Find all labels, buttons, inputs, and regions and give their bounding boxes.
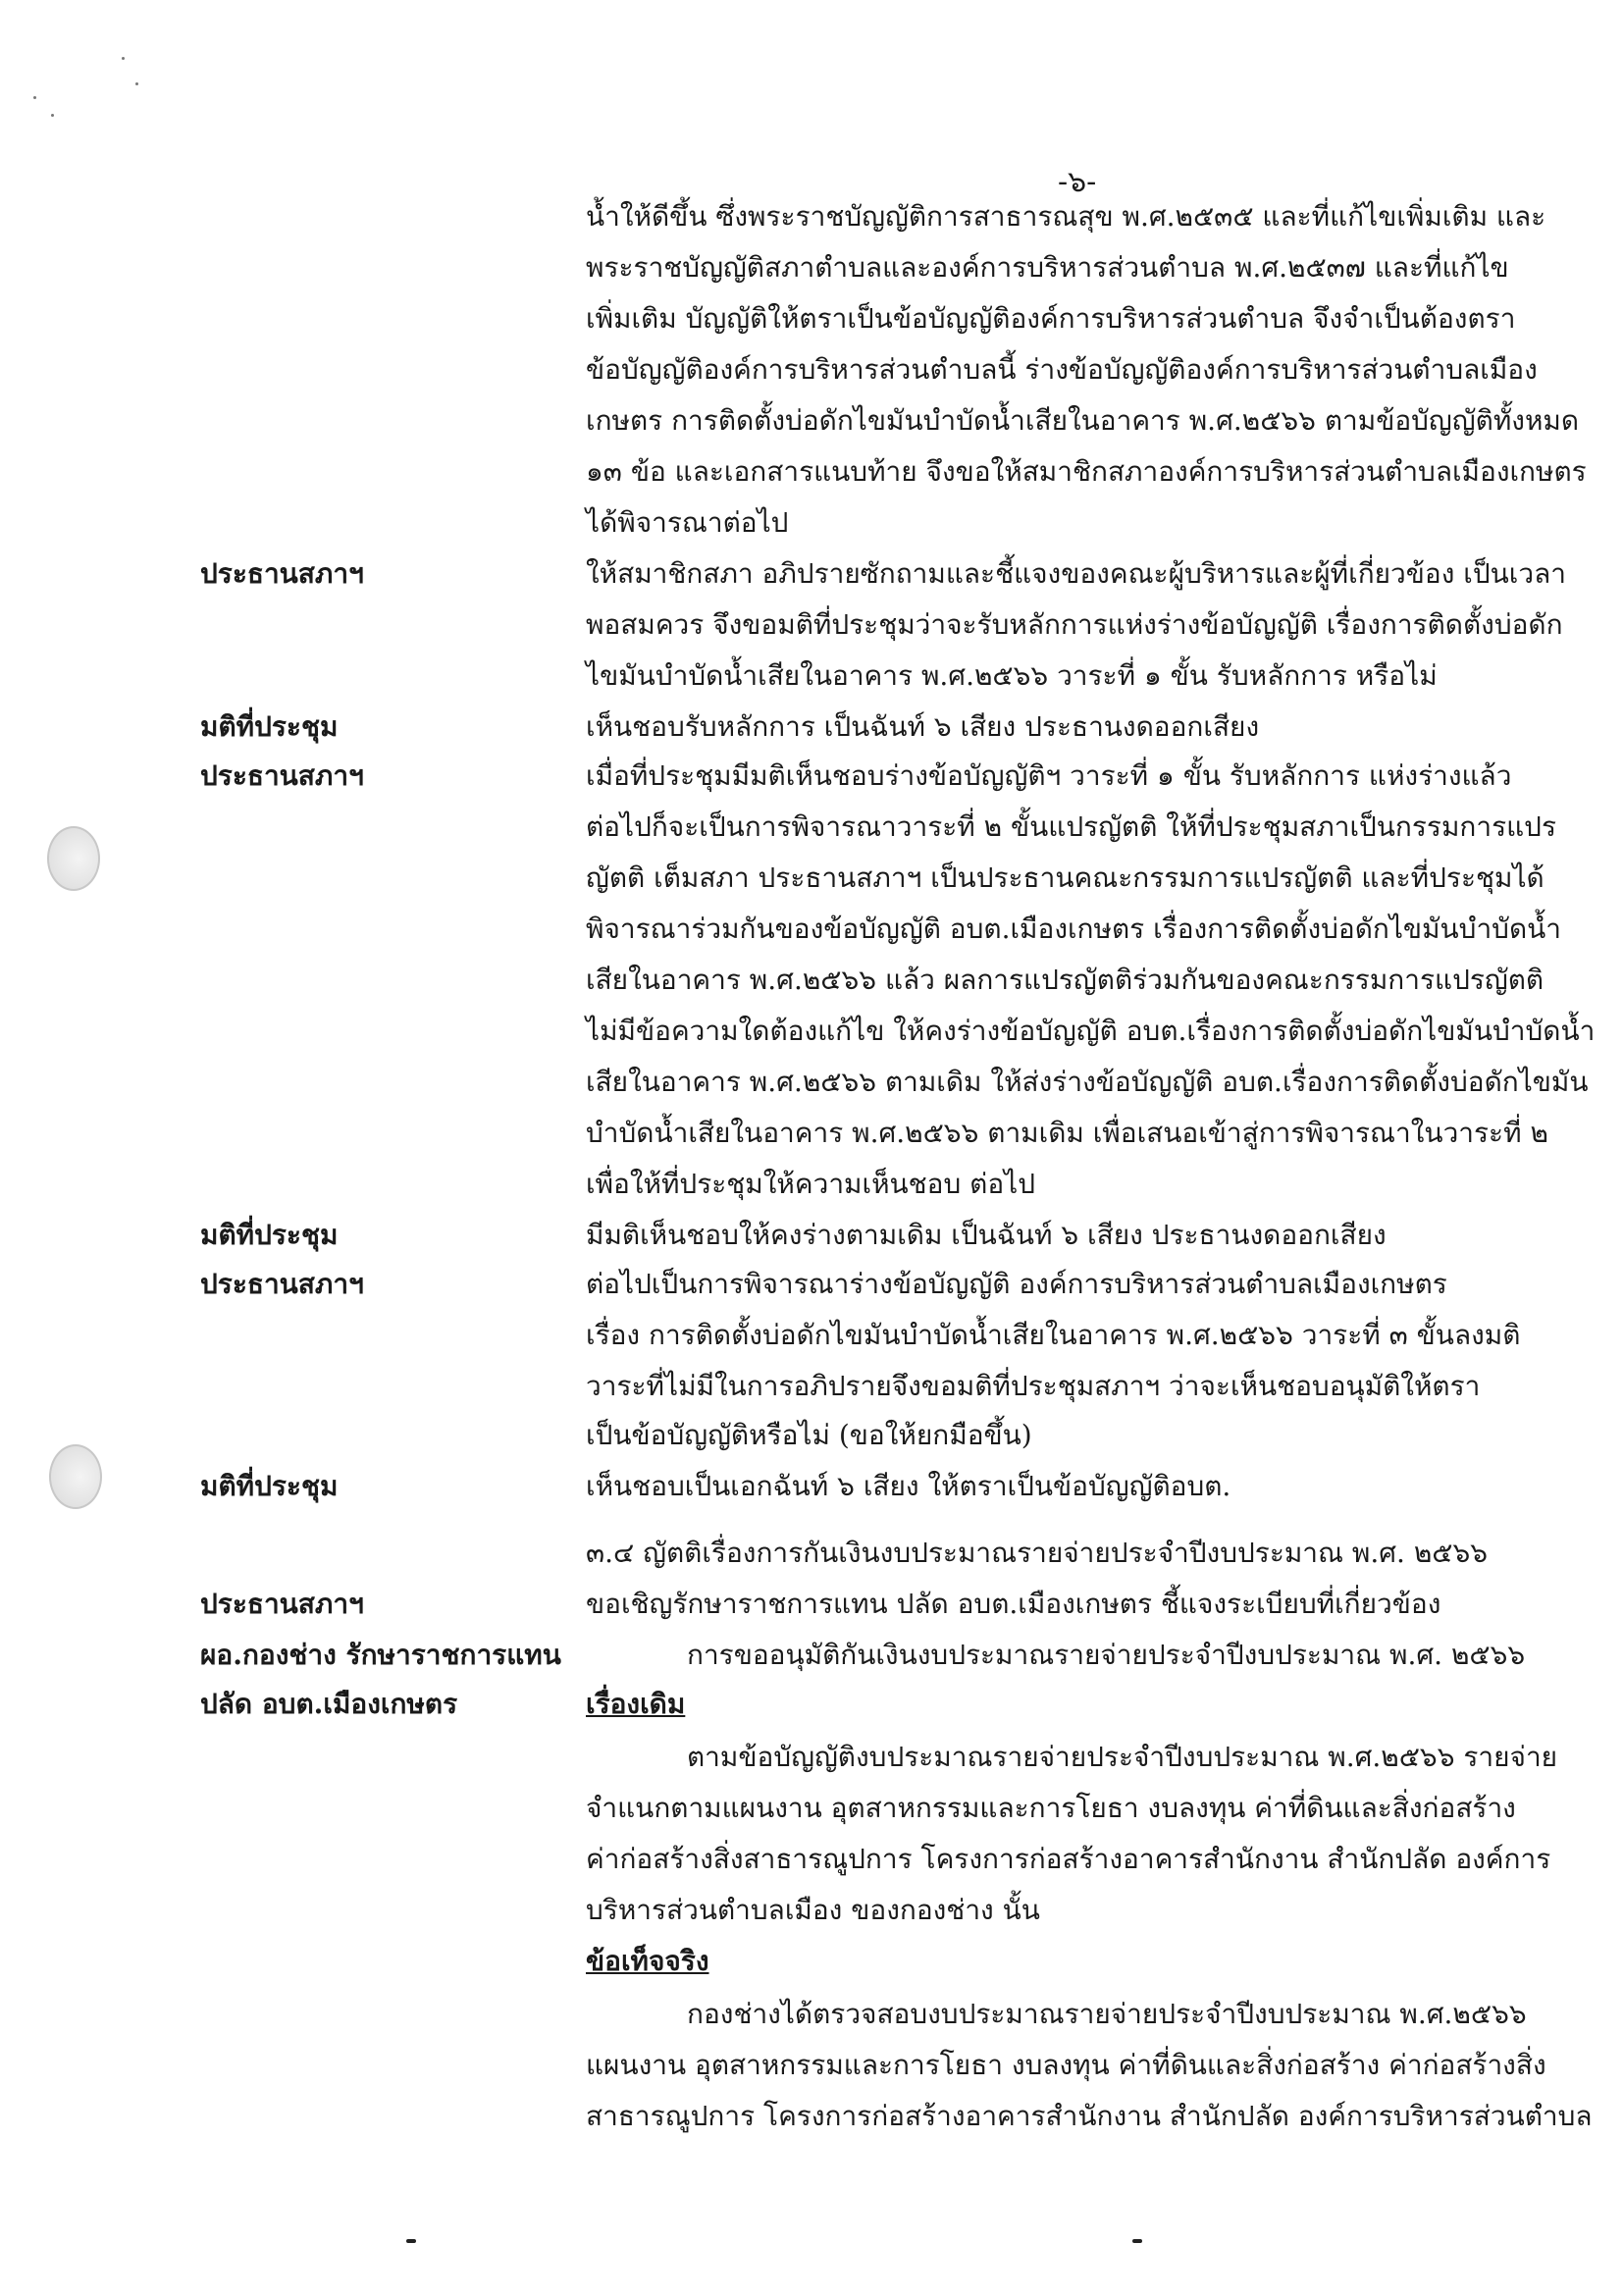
speaker-label: ประธานสภาฯ bbox=[200, 1268, 364, 1300]
body-line: ต่อไปเป็นการพิจารณาร่างข้อบัญญัติ องค์การบริหารส่วนตำบลเมืองเกษตร bbox=[586, 1268, 1447, 1300]
resolution-line: เห็นชอบเป็นเอกฉันท์ ๖ เสียง ให้ตราเป็นข้อบัญญัติอบต. bbox=[586, 1470, 1231, 1502]
body-line: น้ำให้ดีขึ้น ซึ่งพระราชบัญญัติการสาธารณสุข พ.ศ.๒๕๓๕ และที่แก้ไขเพิ่มเติม และ bbox=[586, 200, 1546, 233]
punch-hole bbox=[47, 826, 100, 891]
speaker-label: มติที่ประชุม bbox=[200, 1219, 339, 1251]
body-line: พอสมควร จึงขอมติที่ประชุมว่าจะรับหลักการแห่งร่างข้อบัญญัติ เรื่องการติดตั้งบ่อดัก bbox=[586, 608, 1563, 641]
body-line: เกษตร การติดตั้งบ่อดักไขมันบำบัดน้ำเสียในอาคาร พ.ศ.๒๕๖๖ ตามข้อบัญญัติทั้งหมด bbox=[586, 404, 1580, 437]
body-line: ญัตติ เต็มสภา ประธานสภาฯ เป็นประธานคณะกรรมการแปรญัตติ และที่ประชุมได้ bbox=[586, 861, 1544, 894]
body-line: ๑๓ ข้อ และเอกสารแนบท้าย จึงขอให้สมาชิกสภาองค์การบริหารส่วนตำบลเมืองเกษตร bbox=[586, 455, 1587, 488]
resolution-line: มีมติเห็นชอบให้คงร่างตามเดิม เป็นฉันท์ ๖ เสียง ประธานงดออกเสียง bbox=[586, 1219, 1387, 1251]
punch-hole bbox=[49, 1444, 102, 1509]
body-line: ต่อไปก็จะเป็นการพิจารณาวาระที่ ๒ ขั้นแปรญัตติ ให้ที่ประชุมสภาเป็นกรรมการแปร bbox=[586, 810, 1556, 843]
speaker-label: ประธานสภาฯ bbox=[200, 759, 364, 792]
section-heading-original: เรื่องเดิม bbox=[586, 1688, 686, 1720]
body-line: จำแนกตามแผนงาน อุตสาหกรรมและการโยธา งบลงทุน ค่าที่ดินและสิ่งก่อสร้าง bbox=[586, 1792, 1516, 1824]
body-line: แผนงาน อุตสาหกรรมและการโยธา งบลงทุน ค่าที่ดินและสิ่งก่อสร้าง ค่าก่อสร้างสิ่ง bbox=[586, 2049, 1546, 2081]
scan-speck bbox=[51, 114, 54, 117]
body-line: เสียในอาคาร พ.ศ.๒๕๖๖ แล้ว ผลการแปรญัตติร่วมกันของคณะกรรมการแปรญัตติ bbox=[586, 964, 1544, 996]
body-line: ตามข้อบัญญัติงบประมาณรายจ่ายประจำปีงบประมาณ พ.ศ.๒๕๖๖ รายจ่าย bbox=[687, 1741, 1558, 1773]
body-line: เพื่อให้ที่ประชุมให้ความเห็นชอบ ต่อไป bbox=[586, 1168, 1036, 1200]
speaker-label: ผอ.กองช่าง รักษาราชการแทน bbox=[200, 1639, 561, 1671]
body-line: เมื่อที่ประชุมมีมติเห็นชอบร่างข้อบัญญัติฯ วาระที่ ๑ ขั้น รับหลักการ แห่งร่างแล้ว bbox=[586, 759, 1512, 792]
body-line: บำบัดน้ำเสียในอาคาร พ.ศ.๒๕๖๖ ตามเดิม เพื่อเสนอเข้าสู่การพิจารณาในวาระที่ ๒ bbox=[586, 1117, 1548, 1149]
body-line: เป็นข้อบัญญัติหรือไม่ (ขอให้ยกมือขึ้น) bbox=[586, 1419, 1032, 1451]
speaker-label: ประธานสภาฯ bbox=[200, 557, 364, 590]
body-line: ได้พิจารณาต่อไป bbox=[586, 506, 789, 539]
section-heading-facts: ข้อเท็จจริง bbox=[586, 1945, 709, 1977]
scan-mark bbox=[1132, 2239, 1142, 2243]
body-line: วาระที่ไม่มีในการอภิปรายจึงขอมติที่ประชุมสภาฯ ว่าจะเห็นชอบอนุมัติให้ตรา bbox=[586, 1370, 1481, 1402]
body-line: กองช่างได้ตรวจสอบงบประมาณรายจ่ายประจำปีงบประมาณ พ.ศ.๒๕๖๖ bbox=[687, 1998, 1527, 2030]
scan-mark bbox=[406, 2239, 416, 2243]
body-line: เสียในอาคาร พ.ศ.๒๕๖๖ ตามเดิม ให้ส่งร่างข้อบัญญัติ อบต.เรื่องการติดตั้งบ่อดักไขมัน bbox=[586, 1066, 1589, 1098]
body-line: ข้อบัญญัติองค์การบริหารส่วนตำบลนี้ ร่างข้อบัญญัติองค์การบริหารส่วนตำบลเมือง bbox=[586, 353, 1538, 386]
body-line: ค่าก่อสร้างสิ่งสาธารณูปการ โครงการก่อสร้างอาคารสำนักงาน สำนักปลัด องค์การ bbox=[586, 1843, 1551, 1875]
scan-speck bbox=[122, 57, 125, 60]
body-line: บริหารส่วนตำบลเมือง ของกองช่าง นั้น bbox=[586, 1894, 1040, 1926]
body-line: สาธารณูปการ โครงการก่อสร้างอาคารสำนักงาน สำนักปลัด องค์การบริหารส่วนตำบล bbox=[586, 2100, 1593, 2132]
speaker-label: ปลัด อบต.เมืองเกษตร bbox=[200, 1688, 458, 1720]
body-line: ให้สมาชิกสภา อภิปรายซักถามและชี้แจงของคณะผู้บริหารและผู้ที่เกี่ยวข้อง เป็นเวลา bbox=[586, 557, 1566, 590]
body-line: เรื่อง การติดตั้งบ่อดักไขมันบำบัดน้ำเสียในอาคาร พ.ศ.๒๕๖๖ วาระที่ ๓ ขั้นลงมติ bbox=[586, 1319, 1521, 1351]
body-line: ไขมันบำบัดน้ำเสียในอาคาร พ.ศ.๒๕๖๖ วาระที่ ๑ ขั้น รับหลักการ หรือไม่ bbox=[586, 659, 1438, 692]
scan-speck bbox=[33, 96, 36, 99]
body-line: พระราชบัญญัติสภาตำบลและองค์การบริหารส่วนตำบล พ.ศ.๒๕๓๗ และที่แก้ไข bbox=[586, 251, 1509, 284]
agenda-item-title: ๓.๔ ญัตติเรื่องการกันเงินงบประมาณรายจ่ายประจำปีงบประมาณ พ.ศ. ๒๕๖๖ bbox=[586, 1537, 1489, 1569]
speaker-label: มติที่ประชุม bbox=[200, 710, 339, 743]
body-line: พิจารณาร่วมกันของข้อบัญญัติ อบต.เมืองเกษตร เรื่องการติดตั้งบ่อดักไขมันบำบัดน้ำ bbox=[586, 913, 1561, 945]
body-line: การขออนุมัติกันเงินงบประมาณรายจ่ายประจำปีงบประมาณ พ.ศ. ๒๕๖๖ bbox=[687, 1639, 1526, 1671]
body-line: เพิ่มเติม บัญญัติให้ตราเป็นข้อบัญญัติองค์การบริหารส่วนตำบล จึงจำเป็นต้องตรา bbox=[586, 302, 1516, 335]
speaker-label: มติที่ประชุม bbox=[200, 1470, 339, 1502]
resolution-line: เห็นชอบรับหลักการ เป็นฉันท์ ๖ เสียง ประธานงดออกเสียง bbox=[586, 710, 1260, 743]
page-number: -๖- bbox=[1058, 165, 1097, 199]
scan-speck bbox=[135, 82, 138, 85]
body-line: ขอเชิญรักษาราชการแทน ปลัด อบต.เมืองเกษตร ชี้แจงระเบียบที่เกี่ยวข้อง bbox=[586, 1588, 1441, 1620]
body-line: ไม่มีข้อความใดต้องแก้ไข ให้คงร่างข้อบัญญัติ อบต.เรื่องการติดตั้งบ่อดักไขมันบำบัดน้ำ bbox=[586, 1015, 1596, 1047]
speaker-label: ประธานสภาฯ bbox=[200, 1588, 364, 1620]
